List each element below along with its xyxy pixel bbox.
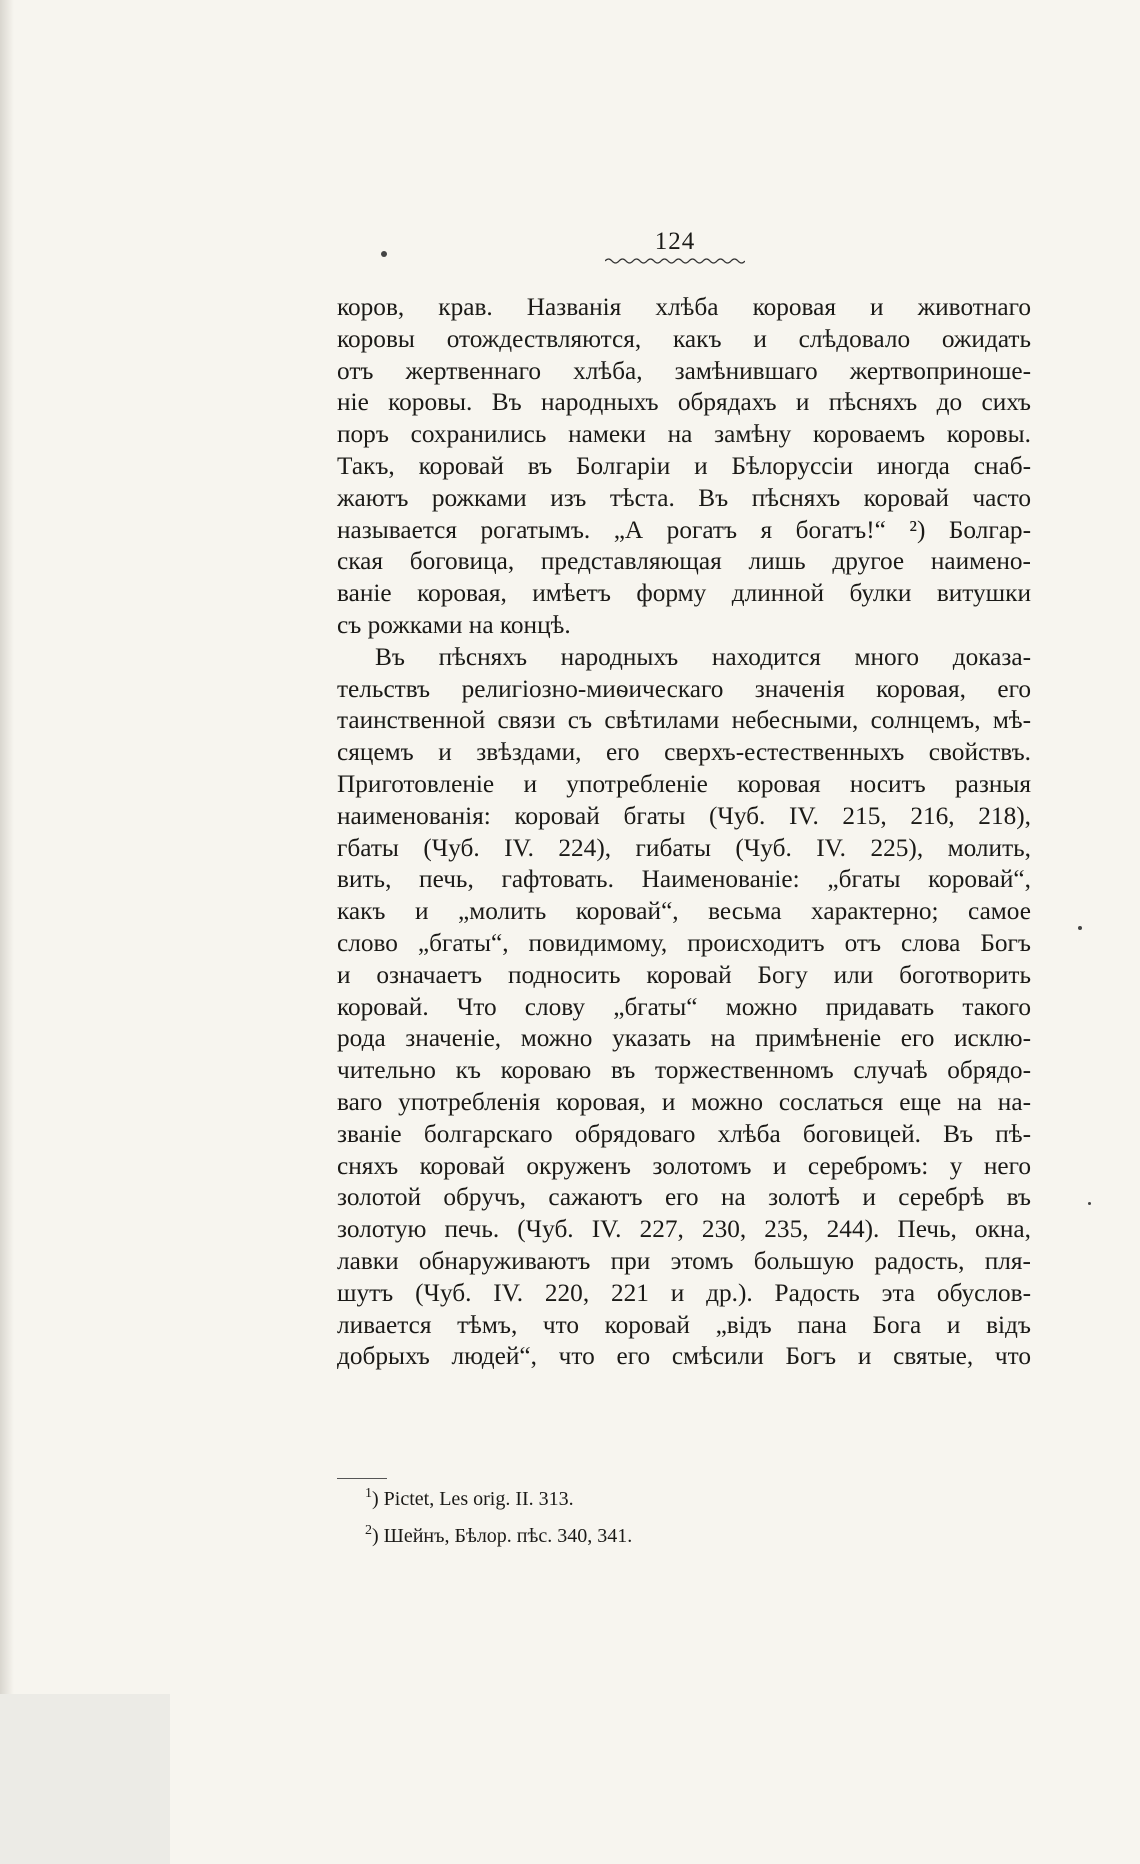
ink-speck — [1088, 1202, 1091, 1205]
text-line: ская боговица, представляющая лишь другое наимено- — [337, 547, 1031, 576]
text-line: ніе коровы. Въ народныхъ обрядахъ и пѣсняхъ до сихъ — [337, 388, 1031, 417]
footnotes — [365, 1478, 632, 1552]
text-line: лавки обнаруживаютъ при этомъ большую радость, пля- — [337, 1246, 1031, 1275]
text-line: сняхъ коровай окруженъ золотомъ и серебромъ: у него — [337, 1151, 1031, 1180]
scan-corner-patch — [0, 1694, 170, 1864]
text-line: Приготовленіе и употребленіе коровая носитъ разныя — [337, 769, 1031, 798]
page-number: 124 — [654, 228, 696, 255]
footnote-text: Pictet, Les orig. II. 313. — [383, 1488, 574, 1510]
text-line: шутъ (Чуб. IV. 220, 221 и др.). Радость эта обуслов- — [337, 1278, 1031, 1307]
text-line: сяцемъ и звѣздами, его сверхъ-естественныхъ свойствъ. — [337, 738, 1031, 767]
text-line: называется рогатымъ. „А рогатъ я богатъ!“ ²) Болгар- — [337, 515, 1031, 544]
text-line: вить, печь, гафтовать. Наименованіе: „бгаты коровай“, — [337, 865, 1031, 894]
text-line: коров, крав. Названія хлѣба коровая и животнаго — [337, 293, 1031, 321]
page-header — [600, 228, 750, 266]
text-line: и означаетъ подносить коровай Богу или боготворить — [337, 960, 1031, 989]
footnote-mark: 2 — [365, 1523, 372, 1538]
footnote-mark: 1 — [365, 1486, 372, 1501]
text-line: жаютъ рожками изъ тѣста. Въ пѣсняхъ коровай часто — [337, 483, 1031, 512]
text-line: добрыхъ людей“, что его смѣсили Богъ и святые, что — [337, 1342, 1031, 1371]
footnote-1: $^1$) Pictet, Les orig. II. 313. — [365, 1486, 574, 1510]
text-line-paragraph-start: Въ пѣсняхъ народныхъ находится много доказа- — [375, 642, 1031, 671]
text-line: коровай. Что слову „бгаты“ можно придавать такого — [337, 992, 1031, 1021]
text-line: слово „бгаты“, повидимому, происходитъ отъ слова Богъ — [337, 928, 1031, 957]
text-line: званіе болгарскаго обрядоваго хлѣба боговицей. Въ пѣ- — [337, 1119, 1031, 1148]
text-line-paragraph-end: съ рожками на концѣ. — [337, 610, 571, 639]
text-line: наименованія: коровай бгаты (Чуб. IV. 215, 216, 218), — [337, 801, 1031, 830]
text-line: коровы отождествляются, какъ и слѣдовало ожидать — [337, 324, 1031, 353]
page-edge-shadow — [0, 0, 14, 1864]
text-line: ливается тѣмъ, что коровай „відъ пана Бога и відъ — [337, 1310, 1031, 1339]
text-line: рода значеніе, можно указать на примѣненіе его исклю- — [337, 1024, 1031, 1053]
footnote-text: Шейнъ, Бѣлор. пѣс. 340, 341. — [383, 1525, 633, 1547]
text-line: ваніе коровая, имѣетъ форму длинной булки витушки — [337, 579, 1031, 608]
text-line: Такъ, коровай въ Болгаріи и Бѣлоруссіи иногда снаб- — [337, 451, 1031, 480]
text-line: чительно къ короваю въ торжественномъ случаѣ обрядо- — [337, 1056, 1031, 1085]
wavy-rule-ornament — [605, 256, 745, 266]
text-line: ваго употребленія коровая, и можно сослаться еще на на- — [337, 1087, 1031, 1116]
ink-speck — [381, 251, 387, 257]
text-line: тельствъ религіозно-миѳическаго значенія коровая, его — [337, 674, 1031, 703]
ink-speck — [1078, 926, 1082, 930]
text-line: отъ жертвеннаго хлѣба, замѣнившаго жертвоприноше- — [337, 356, 1031, 385]
text-line: золотую печь. (Чуб. IV. 227, 230, 235, 244). Печь, окна, — [337, 1215, 1031, 1244]
text-line: таинственной связи съ свѣтилами небесными, солнцемъ, мѣ- — [337, 706, 1031, 735]
text-line: поръ сохранились намеки на замѣну короваемъ коровы. — [337, 420, 1031, 449]
text-line: какъ и „молить коровай“, весьма характерно; самое — [337, 897, 1031, 926]
footnote-2: $^2$) Шейнъ, Бѣлор. пѣс. 340, 341. — [365, 1523, 633, 1547]
text-line: гбаты (Чуб. IV. 224), гибаты (Чуб. IV. 225), молить, — [337, 833, 1031, 862]
body-text — [337, 292, 1031, 1373]
text-line: золотой обручъ, сажаютъ его на золотѣ и серебрѣ въ — [337, 1183, 1031, 1212]
